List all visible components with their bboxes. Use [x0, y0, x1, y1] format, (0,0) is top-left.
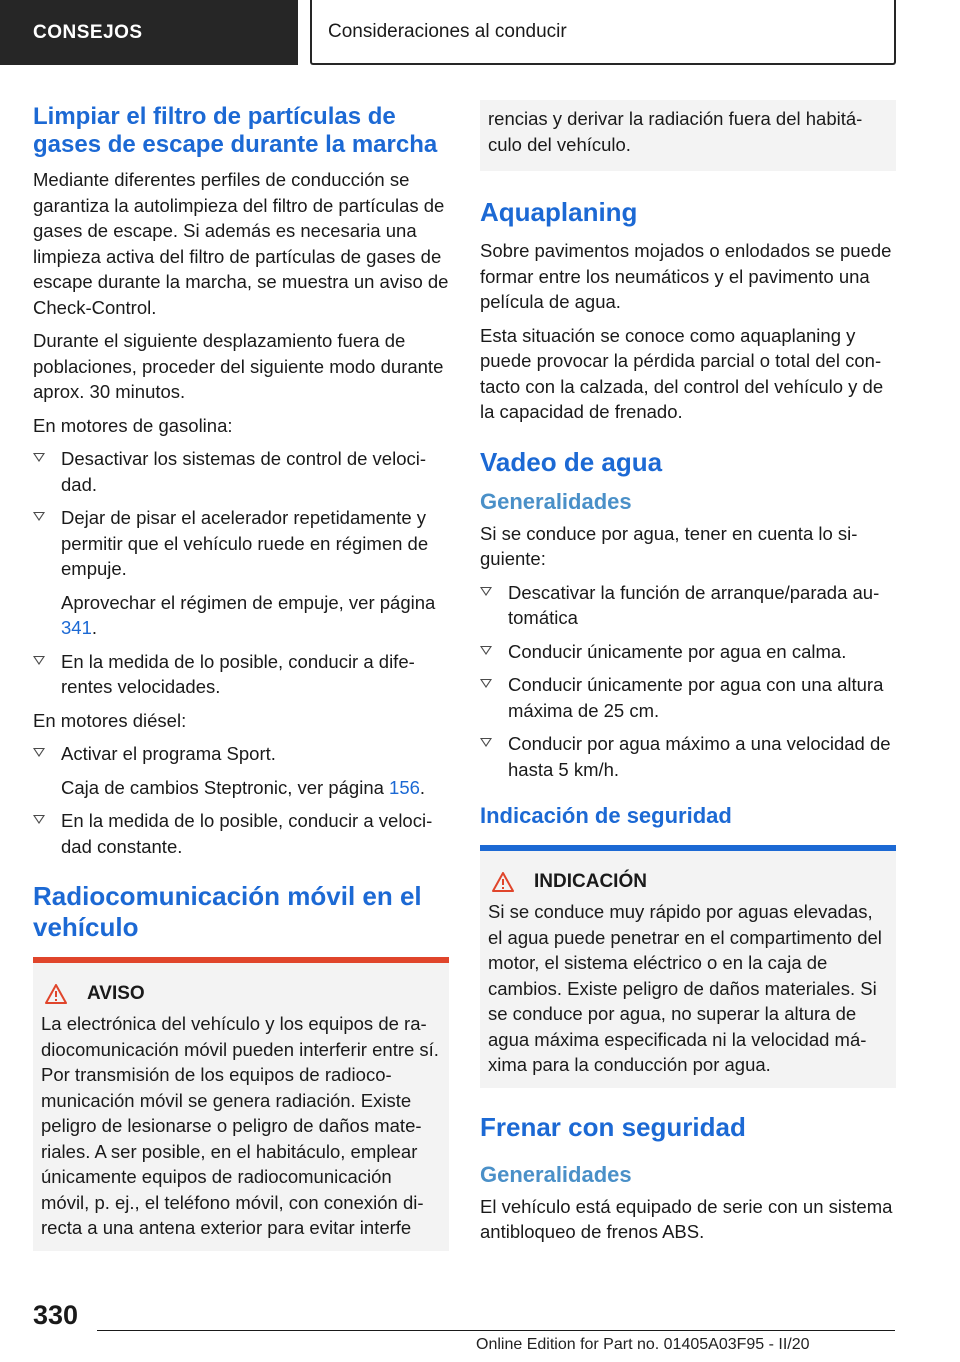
bullet-triangle-icon: [33, 815, 45, 824]
footer-divider: [97, 1330, 895, 1331]
section-tab: [0, 0, 298, 65]
list-item: Desactivar los sistemas de control de velocidad.: [33, 446, 449, 497]
heading-safety: Indicación de seguridad: [480, 803, 732, 828]
heading-brake: Frenar con seguridad: [480, 1111, 746, 1142]
list-item: Conducir por agua máximo a una velocidad de hasta 5 km/h.: [480, 731, 896, 782]
list-item: Activar el programa Sport. Caja de cambios Steptronic, ver página 156.: [33, 741, 449, 800]
paragraph: Mediante diferentes perfiles de conducción se garantiza la autolimpieza del filtro de partículas de gases de escape. Si además es necesaria una limpieza activa del filtro de partículas de gases de escape durante la marcha, se muestra un aviso de Check-Control.: [33, 169, 449, 318]
paragraph: Si se conduce por agua, tener en cuenta lo siguiente:: [480, 522, 858, 569]
warning-triangle-icon: [492, 872, 514, 892]
info-text: Si se conduce muy rápido por aguas elevadas, el agua puede penetrar en el compartimento del motor, el sistema eléctrico o en la caja de cambios. Existe peligro de daños materiales. Si se conduce por agua, no superar la altura de agua máxima especificada ni la velocidad máxima para la conducción por agua.: [488, 901, 882, 1075]
bullet-triangle-icon: [33, 656, 45, 665]
bullet-triangle-icon: [33, 512, 45, 521]
bullet-triangle-icon: [480, 587, 492, 596]
vadeo-list: [480, 580, 896, 783]
list-item: Conducir únicamente por agua en calma.: [480, 639, 896, 665]
list-item: En la medida de lo posible, conducir a diferentes velocidades.: [33, 649, 449, 700]
warning-box: [33, 957, 449, 1251]
bullet-triangle-icon: [480, 679, 492, 688]
left-column: [33, 103, 449, 1267]
list-subnote: Caja de cambios Steptronic, ver página 156.: [61, 776, 426, 798]
heading-generalidades: Generalidades: [480, 488, 632, 514]
paragraph: Durante el siguiente desplazamiento fuera de poblaciones, proceder del siguiente modo durante aprox. 30 minutos.: [33, 330, 444, 402]
page-link-156[interactable]: 156: [389, 776, 420, 798]
paragraph: El vehículo está equipado de serie con un sistema antibloqueo de frenos ABS.: [480, 1195, 893, 1242]
bullet-triangle-icon: [33, 748, 45, 757]
paragraph: Sobre pavimentos mojados o enlodados se puede formar entre los neumáticos y el pavimento una película de agua.: [480, 240, 892, 312]
heading-radio: Radiocomunicación móvil en el vehículo: [33, 881, 422, 942]
bullet-triangle-icon: [33, 453, 45, 462]
warning-box-continued: [480, 100, 896, 171]
list-item: Conducir únicamente por agua con una altura máxima de 25 cm.: [480, 672, 896, 723]
gasoline-list: [33, 446, 449, 700]
heading-filter: Limpiar el filtro de partículas de gases de escape durante la marcha: [33, 103, 438, 158]
bullet-triangle-icon: [480, 646, 492, 655]
paragraph: Esta situación se conoce como aquaplaning y puede provocar la pérdida parcial o total del contacto con la calzada, del control del vehículo y de la capacidad de frenado.: [480, 324, 884, 422]
right-column: [480, 100, 896, 1253]
warning-text: La electrónica del vehículo y los equipos de radiocomunicación móvil pueden interferir entre sí. Por transmisión de los equipos de radiocomunicación móvil se genera radiación. Existe peligro de lesionarse o peligro de daños materiales. A ser posible, en el habitáculo, emplear únicamente equipos de radiocomunicación móvil, p. ej., el teléfono móvil, con conexión directa a una antena exterior para evitar interfe: [41, 1013, 439, 1238]
list-subnote: Aprovechar el régimen de empuje, ver página 341.: [61, 591, 436, 638]
paragraph: En motores diésel:: [33, 709, 187, 731]
heading-aquaplaning: Aquaplaning: [480, 197, 638, 227]
list-item: Descativar la función de arranque/parada automática: [480, 580, 896, 631]
paragraph: En motores de gasolina:: [33, 414, 233, 436]
section-label: CONSEJOS: [33, 21, 143, 43]
info-title: INDICACIÓN: [488, 871, 888, 893]
edition-text: Online Edition for Part no. 01405A03F95 - II/20: [476, 1336, 810, 1353]
diesel-list: [33, 741, 449, 859]
heading-vadeo: Vadeo de agua: [480, 446, 663, 477]
list-item: Dejar de pisar el acelerador repetidamente y permitir que el vehículo ruede en régimen de empuje. Aprovechar el régimen de empuje, ver página 341.: [33, 505, 449, 641]
warning-triangle-icon: [45, 984, 67, 1004]
bullet-triangle-icon: [480, 738, 492, 747]
heading-generalidades: Generalidades: [480, 1161, 632, 1187]
list-item: En la medida de lo posible, conducir a velocidad constante.: [33, 808, 449, 859]
info-box: [480, 845, 896, 1088]
page-link-341[interactable]: 341: [61, 617, 92, 638]
chapter-title: [310, 0, 896, 65]
warning-text-continued: rencias y derivar la radiación fuera del habitáculo del vehículo.: [488, 108, 863, 155]
warning-title: AVISO: [41, 983, 441, 1005]
chapter-title-text: Consideraciones al conducir: [328, 20, 567, 42]
page-number: 330: [33, 1300, 79, 1330]
